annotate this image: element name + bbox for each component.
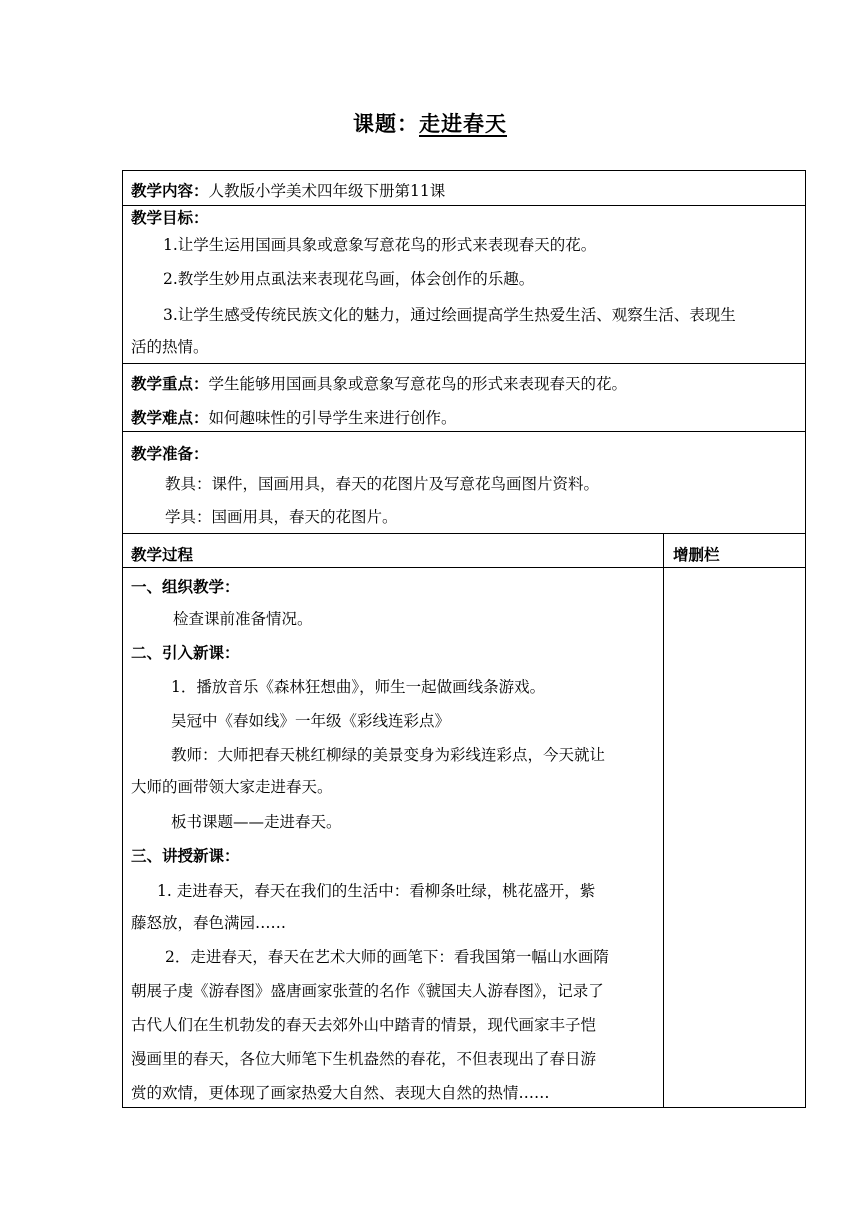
preparation-label: 教学准备： [131,445,209,463]
goal-item: 3.让学生感受传统民族文化的魅力，通过绘画提高学生热爱生活、观察生活、表现生 [163,306,736,324]
difficulty-label: 教学难点： [131,409,209,427]
process-line: 1. 走进春天，春天在我们的生活中：看柳条吐绿，桃花盛开，紫 [157,882,596,900]
keypoint-text: 学生能够用国画具象或意象写意花鸟的形式来表现春天的花。 [208,375,628,393]
preparation-teacher: 教具：课件，国画用具，春天的花图片及写意花鸟画图片资料。 [165,475,600,493]
goal-item: 2.教学生妙用点虱法来表现花鸟画，体会创作的乐趣。 [163,270,535,288]
process-line: 吴冠中《春如线》一年级《彩线连彩点》 [171,712,451,730]
process-line: 二、引入新课： [131,644,240,662]
process-line: 2．走进春天，春天在艺术大师的画笔下：看我国第一幅山水画隋 [165,948,609,966]
preparation-row [122,431,806,533]
process-line: 1．播放音乐《森林狂想曲》，师生一起做画线条游戏。 [171,678,546,696]
process-header: 教学过程 [131,546,194,564]
keypoint-row [122,363,806,431]
process-line: 漫画里的春天，各位大师笔下生机盎然的春花，不但表现出了春日游 [131,1050,597,1068]
process-line: 藤怒放，春色满园…… [131,914,287,932]
column-divider [663,568,664,1107]
process-line: 大师的画带领大家走进春天。 [131,778,333,796]
process-line: 一、组织教学： [131,578,240,596]
process-line: 三、讲授新课： [131,847,240,865]
process-line: 板书课题——走进春天。 [171,813,342,831]
column-divider [663,534,664,567]
process-body-row [122,567,806,1108]
preparation-student: 学具：国画用具，春天的花图片。 [165,508,398,526]
content-row [122,170,806,205]
goals-label: 教学目标： [131,209,209,227]
process-header-row [122,533,806,567]
side-header: 增删栏 [673,546,720,564]
content-label: 教学内容： [131,182,209,200]
title-topic: 走进春天 [419,112,507,136]
difficulty-text: 如何趣味性的引导学生来进行创作。 [208,409,457,427]
goals-row [122,205,806,363]
process-line: 教师：大师把春天桃红柳绿的美景变身为彩线连彩点，今天就让 [171,746,606,764]
title-prefix: 课题： [353,112,419,136]
process-line: 赏的欢情，更体现了画家热爱大自然、表现大自然的热情…… [131,1084,550,1102]
process-line: 检查课前准备情况。 [173,610,313,628]
process-line: 古代人们在生机勃发的春天去郊外山中踏青的情景，现代画家丰子恺 [131,1016,597,1034]
process-line: 朝展子虔《游春图》盛唐画家张萱的名作《虢国夫人游春图》，记录了 [131,982,604,1000]
goal-item: 1.让学生运用国画具象或意象写意花鸟的形式来表现春天的花。 [163,236,597,254]
keypoint-label: 教学重点： [131,375,209,393]
page-title [0,108,860,138]
goal-item: 活的热情。 [131,338,209,356]
content-text: 人教版小学美术四年级下册第11课 [208,182,446,200]
